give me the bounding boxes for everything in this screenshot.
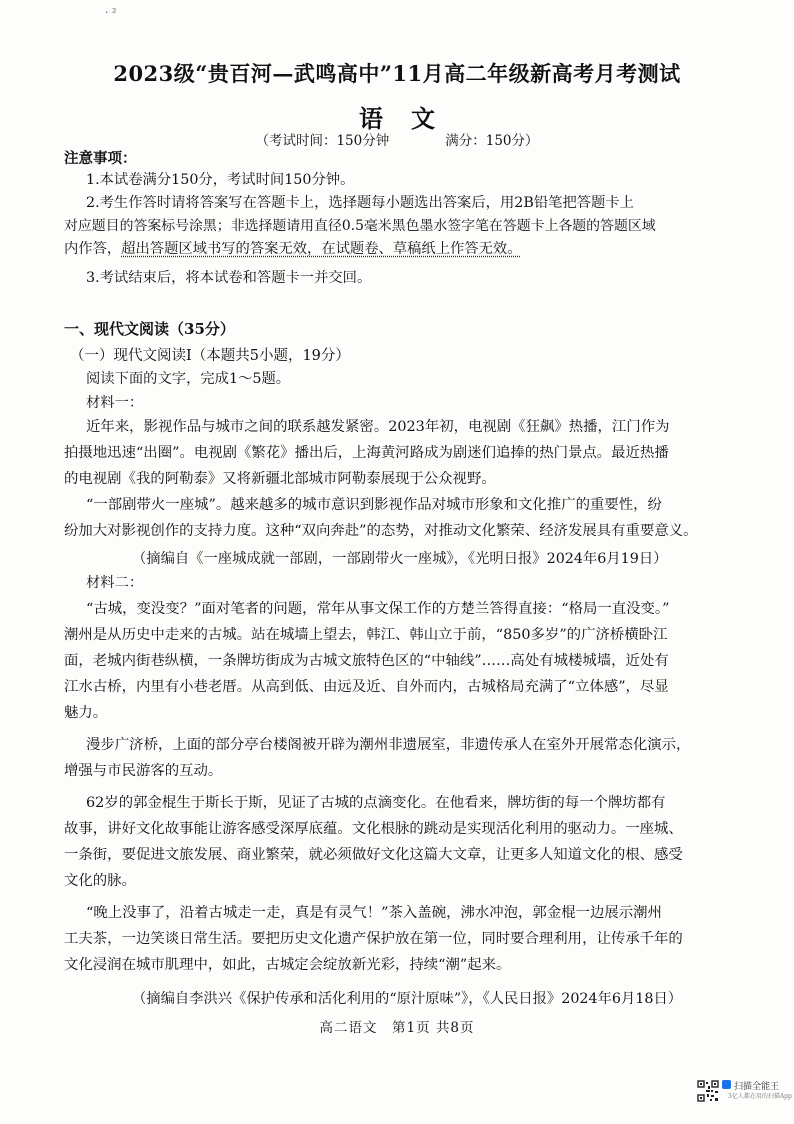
subject-title: 语文 xyxy=(359,104,463,133)
page-footer: 高二语文 第1页 共8页 xyxy=(319,1020,475,1036)
material-2-line: 工夫茶，一边笑谈日常生活。要把历史文化遗产保护放在第一位，同时要合理利用，让传承千年的 xyxy=(64,931,683,947)
material-2-line: 故事，讲好文化故事能让游客感受深厚底蕴。文化根脉的跳动是实现活化利用的驱动力。一座城、 xyxy=(64,821,683,837)
material-2-line: 魅力。 xyxy=(64,705,108,721)
corner-mark: · ² xyxy=(105,6,117,19)
notice-emphasis: 超出答题区域书写的答案无效，在试题卷、草稿纸上作答无效。 xyxy=(121,241,522,257)
notice-heading: 注意事项： xyxy=(64,150,137,167)
material-2-line: 江水古桥，内里有小巷老厝。从高到低、由远及近、自外而内，古城格局充满了“立体感”，尽显 xyxy=(64,679,669,695)
material-1-line: 纷加大对影视创作的支持力度。这种“双向奔赴”的态势，对推动文化繁荣、经济发展具有重要意义。 xyxy=(64,523,698,539)
material-2-body xyxy=(64,596,690,978)
material-2-line: 文化浸润在城市肌理中，如此，古城定会绽放新光彩，持续“潮”起来。 xyxy=(64,957,511,973)
material-2-label: 材料二： xyxy=(86,575,144,591)
material-2-line: 面，老城内街巷纵横，一条牌坊街成为古城文旅特色区的“中轴线”……高处有城楼城墙，近处有 xyxy=(64,653,669,669)
watermark-brand: 扫描全能王 xyxy=(734,1082,780,1092)
material-1-source: （摘编自《一座城成就一部剧，一部剧带火一座城》，《光明日报》2024年6月19日） xyxy=(132,551,668,567)
subsection-title: （一）现代文阅读Ⅰ（本题共5小题，19分） xyxy=(70,348,350,364)
notice-item-2-line-2: 对应题目的答案标号涂黑；非选择题请用直径0.5毫米黑色墨水签字笔在答题卡上各题的答题区域 xyxy=(64,218,656,234)
material-1-line: “一部剧带火一座城”。越来越多的城市意识到影视作品对城市形象和文化推广的重要性，纷 xyxy=(86,497,662,513)
material-2-line: “古城，变没变？”面对笔者的问题，常年从事文保工作的方楚兰答得直接：“格局一直没变。” xyxy=(86,601,670,617)
exam-title: 2023级“贵百河—武鸣高中”11月高二年级新高考月考测试 xyxy=(113,61,681,86)
material-1-line: 拍摄地迅速“出圈”。电视剧《繁花》播出后，上海黄河路成为剧迷们追捧的热门景点。最近热播 xyxy=(64,445,669,461)
qr-code-icon xyxy=(697,1080,719,1102)
material-2-line: 潮州是从历史中走来的古城。站在城墙上望去，韩江、韩山立于前，“850多岁”的广济桥横卧江 xyxy=(64,627,668,643)
material-2-source: （摘编自李洪兴《保护传承和活化利用的“原汁原味”》，《人民日报》2024年6月18日） xyxy=(132,991,683,1007)
material-2-line: 62岁的郭金棍生于斯长于斯，见证了古城的点滴变化。在他看来，牌坊街的每一个牌坊都有 xyxy=(86,795,666,811)
exam-info xyxy=(0,129,794,149)
material-2-line: 一条街，要促进文旅发展、商业繁荣，就必须做好文化这篇大文章，让更多人知道文化的根、感受 xyxy=(64,847,683,863)
material-2-line: “晚上没事了，沿着古城走一走，真是有灵气！”茶入盖碗，沸水冲泡，郭金棍一边展示潮州 xyxy=(86,905,662,921)
notice-item-2-line-3-a: 内作答， xyxy=(64,241,122,257)
notice-item-1: 1.本试卷满分150分，考试时间150分钟。 xyxy=(86,172,355,188)
full-marks: 满分：150分） xyxy=(445,133,539,149)
notice-item-2-line-3 xyxy=(64,240,522,258)
watermark-subtext: 3亿人都在用的扫描App xyxy=(728,1093,792,1100)
notice-item-2-line-1: 2.考生作答时请将答案写在答题卡上，选择题每小题选出答案后，用2B铅笔把答题卡上 xyxy=(86,195,634,211)
exam-time: （考试时间：150分钟 xyxy=(255,133,390,149)
material-1-line: 的电视剧《我的阿勒泰》又将新疆北部城市阿勒泰展现于公众视野。 xyxy=(64,471,496,487)
section-title: 一、现代文阅读（35分） xyxy=(64,320,235,338)
scanner-app-icon xyxy=(722,1080,731,1089)
material-1-body xyxy=(64,414,698,544)
material-2-line: 漫步广济桥，上面的部分亭台楼阁被开辟为潮州非遗展室，非遗传承人在室外开展常态化演示， xyxy=(86,737,691,753)
material-2-line: 增强与市民游客的互动。 xyxy=(64,763,223,779)
material-1-line: 近年来，影视作品与城市之间的联系越发紧密。2023年初，电视剧《狂飙》热播，江门作为 xyxy=(86,419,670,435)
notice-item-3: 3.考试结束后，将本试卷和答题卡一并交回。 xyxy=(86,270,372,286)
material-2-line: 文化的脉。 xyxy=(64,873,136,889)
material-1-label: 材料一： xyxy=(86,395,144,411)
reading-instruction: 阅读下面的文字，完成1～5题。 xyxy=(86,371,291,387)
